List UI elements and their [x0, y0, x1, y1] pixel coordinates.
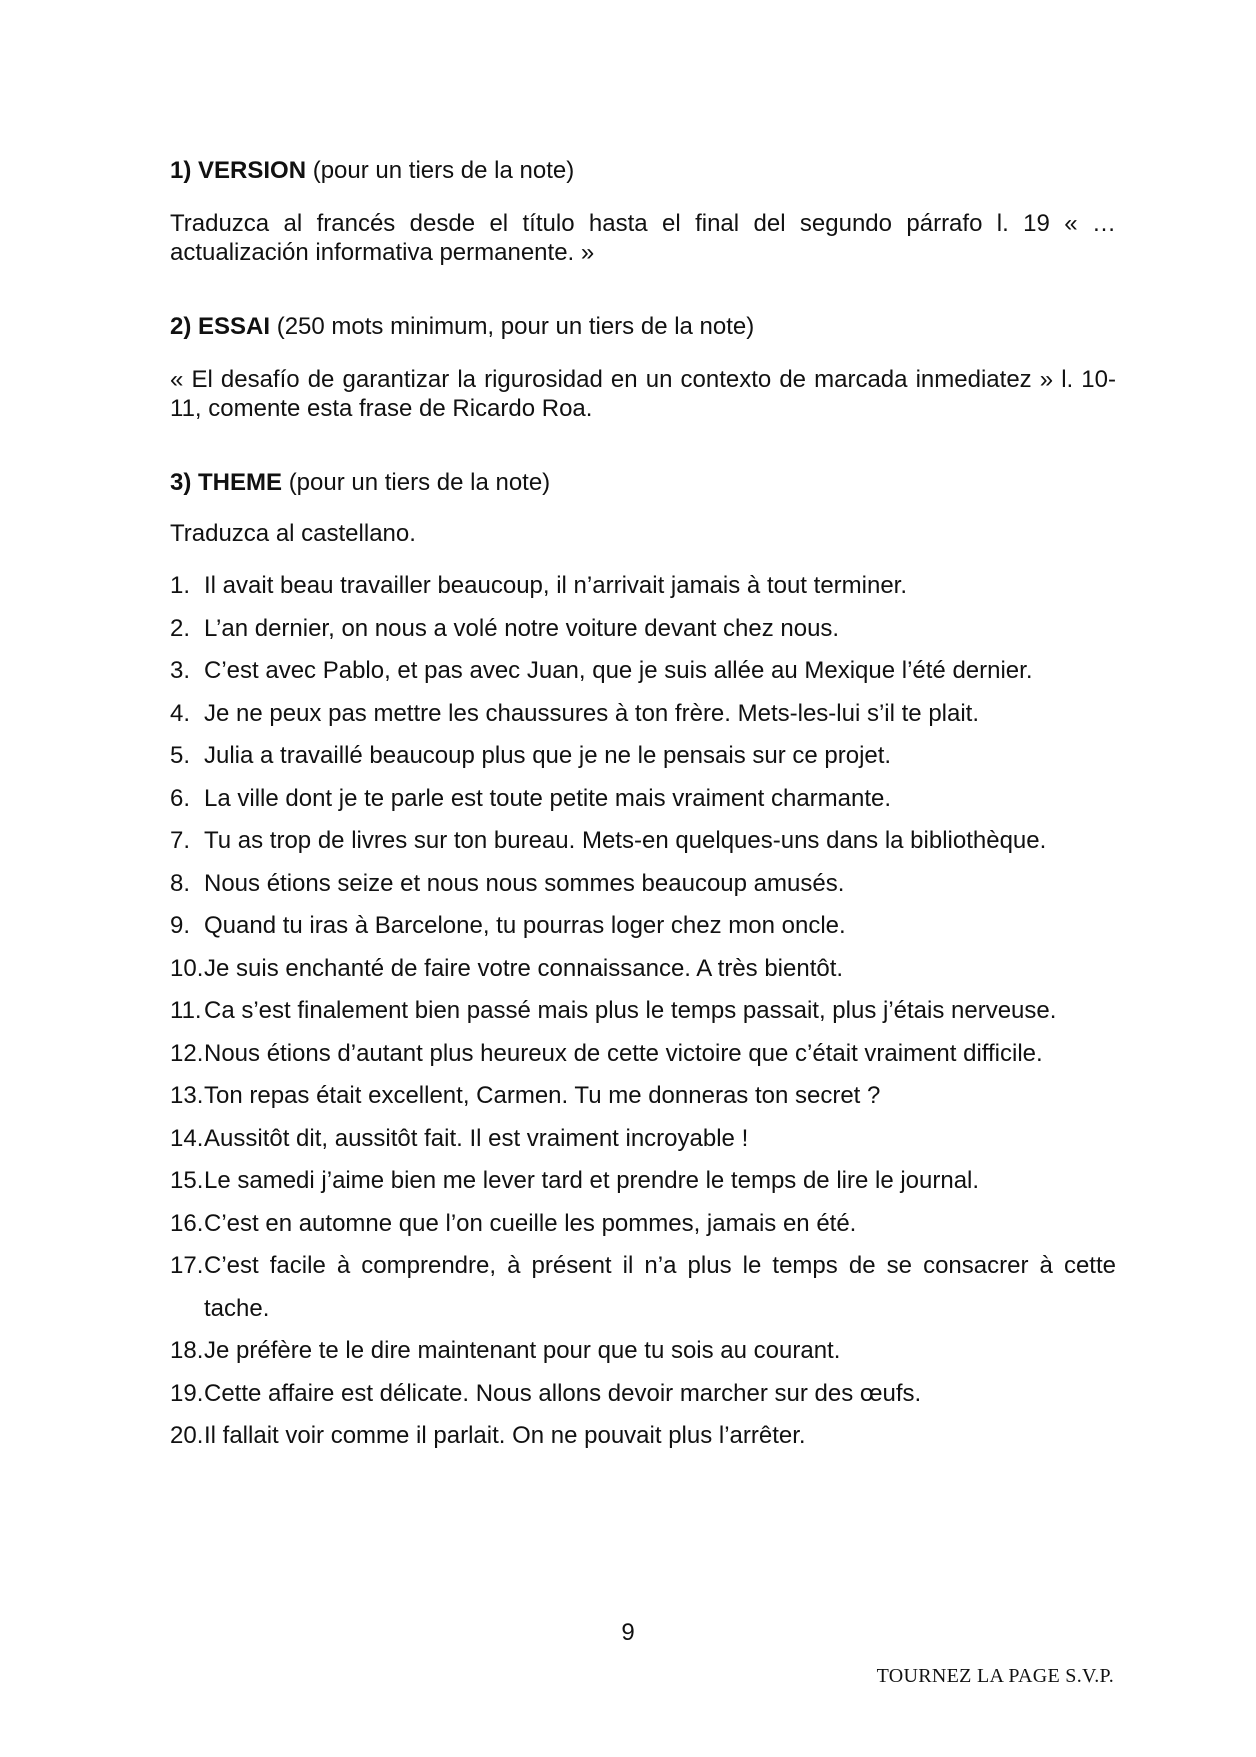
section-heading-essai: [170, 311, 1116, 343]
page-content: [170, 155, 1116, 1458]
list-item: [170, 1373, 1116, 1416]
list-item: [170, 820, 1116, 863]
list-item: [170, 863, 1116, 906]
item-number: 3.: [170, 657, 191, 684]
item-number: 9.: [170, 912, 191, 939]
item-number: 8.: [170, 869, 191, 897]
list-item: [170, 1330, 1116, 1373]
essai-instruction: « El desafío de garantizar la rigurosidad en un contexto de marcada inmediatez » l. 10-11, comente esta frase de Ricardo Roa.: [170, 366, 1116, 422]
item-text: Tu as trop de livres sur ton bureau. Mets-en quelques-uns dans la bibliothèque.: [204, 827, 1047, 854]
item-number: 20.: [170, 1422, 204, 1449]
list-item: [170, 990, 1116, 1033]
section-spacer: [170, 267, 1116, 311]
section-heading-version: [170, 155, 1116, 187]
item-number: 7.: [170, 827, 191, 854]
item-text: Il avait beau travailler beaucoup, il n’arrivait jamais à tout terminer.: [204, 572, 908, 599]
page-number: 9: [621, 1619, 635, 1646]
section-subtitle: (pour un tiers de la note): [312, 157, 575, 184]
section-number: 3): [170, 469, 192, 496]
item-text: C’est avec Pablo, et pas avec Juan, que je suis allée au Mexique l’été dernier.: [204, 657, 1033, 684]
item-text: Ca s’est finalement bien passé mais plus le temps passait, plus j’étais nerveuse.: [204, 997, 1057, 1024]
list-item: [170, 1245, 1116, 1330]
section-number: 1): [170, 157, 192, 184]
list-item: [170, 608, 1116, 651]
list-item: [170, 1033, 1116, 1076]
theme-instruction: Traduzca al castellano.: [170, 520, 416, 547]
item-text: La ville dont je te parle est toute petite mais vraiment charmante.: [204, 784, 892, 812]
section-keyword: THEME: [198, 469, 283, 496]
list-item: [170, 1075, 1116, 1118]
item-text: Je suis enchanté de faire votre connaissance. A très bientôt.: [204, 954, 844, 982]
section-number: 2): [170, 313, 192, 340]
item-text: Quand tu iras à Barcelone, tu pourras loger chez mon oncle.: [204, 912, 846, 939]
item-text: C’est facile à comprendre, à présent il n’a plus le temps de se consacrer à cette tache.: [204, 1252, 1116, 1322]
version-instruction: Traduzca al francés desde el título hasta el final del segundo párrafo l. 19 « …actualización informativa permanente. »: [170, 210, 1116, 266]
item-number: 16.: [170, 1209, 204, 1237]
item-number: 19.: [170, 1379, 204, 1407]
item-text: Aussitôt dit, aussitôt fait. Il est vraiment incroyable !: [204, 1124, 749, 1152]
item-number: 18.: [170, 1337, 204, 1364]
section-keyword: VERSION: [198, 157, 307, 184]
list-item: [170, 1203, 1116, 1246]
item-text: C’est en automne que l’on cueille les pommes, jamais en été.: [204, 1209, 857, 1237]
item-text: Nous étions d’autant plus heureux de cette victoire que c’était vraiment difficile.: [204, 1039, 1043, 1067]
item-text: Je ne peux pas mettre les chaussures à ton frère. Mets-les-lui s’il te plait.: [204, 699, 980, 727]
section-keyword: ESSAI: [198, 313, 271, 340]
section-spacer: [170, 423, 1116, 467]
item-number: 11.: [170, 997, 202, 1024]
list-item: [170, 778, 1116, 821]
item-text: Il fallait voir comme il parlait. On ne pouvait plus l’arrêter.: [204, 1422, 806, 1449]
item-number: 15.: [170, 1167, 204, 1194]
list-item: [170, 650, 1116, 693]
list-item: [170, 1118, 1116, 1161]
item-text: L’an dernier, on nous a volé notre voiture devant chez nous.: [204, 614, 840, 642]
item-number: 6.: [170, 784, 191, 812]
item-number: 12.: [170, 1039, 204, 1067]
item-number: 13.: [170, 1082, 204, 1109]
item-text: Nous étions seize et nous nous sommes beaucoup amusés.: [204, 869, 845, 897]
list-item: [170, 693, 1116, 736]
item-text: Je préfère te le dire maintenant pour que tu sois au courant.: [204, 1337, 841, 1364]
item-number: 17.: [170, 1252, 204, 1279]
section-subtitle: (250 mots minimum, pour un tiers de la note): [276, 313, 755, 340]
turn-page-note: TOURNEZ LA PAGE S.V.P.: [876, 1665, 1114, 1687]
item-text: Cette affaire est délicate. Nous allons devoir marcher sur des œufs.: [204, 1379, 922, 1407]
list-item: [170, 1415, 1116, 1458]
item-text: Le samedi j’aime bien me lever tard et prendre le temps de lire le journal.: [204, 1167, 980, 1194]
item-text: Ton repas était excellent, Carmen. Tu me donneras ton secret ?: [204, 1082, 881, 1109]
item-number: 2.: [170, 614, 191, 642]
list-item: [170, 905, 1116, 948]
item-number: 4.: [170, 699, 191, 727]
item-number: 14.: [170, 1124, 204, 1152]
item-text: Julia a travaillé beaucoup plus que je ne le pensais sur ce projet.: [204, 742, 892, 769]
list-item: [170, 1160, 1116, 1203]
section-subtitle: (pour un tiers de la note): [288, 469, 551, 496]
item-number: 5.: [170, 742, 191, 769]
list-item: [170, 948, 1116, 991]
list-item: [170, 565, 1116, 608]
section-heading-theme: [170, 467, 1116, 499]
item-number: 1.: [170, 572, 191, 599]
list-item: [170, 735, 1116, 778]
theme-sentence-list: [170, 565, 1116, 1458]
item-number: 10.: [170, 954, 204, 982]
